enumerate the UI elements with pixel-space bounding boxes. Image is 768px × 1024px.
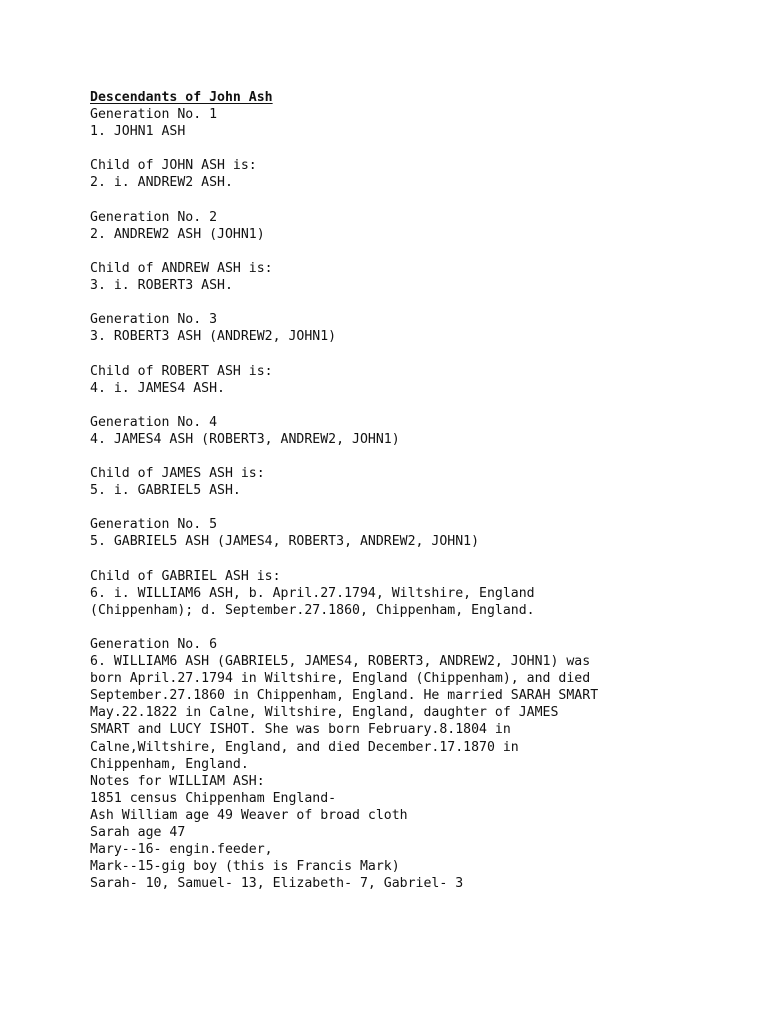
text-line: Generation No. 5 — [90, 517, 218, 533]
text-line: born April.27.1794 in Wiltshire, England (Chippenham), and died — [90, 671, 591, 687]
text-line: 1851 census Chippenham England- — [90, 790, 337, 806]
blank-line — [90, 448, 730, 465]
blank-line — [90, 294, 730, 311]
blank-line — [90, 192, 730, 209]
text-line: Generation No. 1 — [90, 107, 218, 123]
blank-line — [90, 499, 730, 516]
text-line: 6. WILLIAM6 ASH (GABRIEL5, JAMES4, ROBERT3, ANDREW2, JOHN1) was — [90, 654, 591, 670]
text-line: Notes for WILLIAM ASH: — [90, 773, 265, 789]
text-line: Mark--15-gig boy (this is Francis Mark) — [90, 859, 400, 875]
text-line: Chippenham, England. — [90, 756, 249, 772]
blank-line — [90, 397, 730, 414]
text-line: Generation No. 3 — [90, 312, 218, 328]
text-line: Child of JOHN ASH is: — [90, 158, 257, 174]
text-line: Ash William age 49 Weaver of broad cloth — [90, 807, 408, 823]
text-line: Calne,Wiltshire, England, and died December.17.1870 in — [90, 739, 519, 755]
text-line: Sarah- 10, Samuel- 13, Elizabeth- 7, Gabriel- 3 — [90, 876, 464, 892]
blank-line — [90, 140, 730, 157]
document-page — [90, 89, 730, 892]
blank-line — [90, 243, 730, 260]
text-line: May.22.1822 in Calne, Wiltshire, England, daughter of JAMES — [90, 705, 559, 721]
text-line: Generation No. 6 — [90, 637, 218, 652]
document-body — [90, 106, 730, 892]
text-line: Child of JAMES ASH is: — [90, 466, 265, 482]
text-line: Child of ROBERT ASH is: — [90, 363, 273, 379]
text-line: Generation No. 4 — [90, 414, 218, 430]
text-line: 3. ROBERT3 ASH (ANDREW2, JOHN1) — [90, 329, 337, 345]
text-line: 5. i. GABRIEL5 ASH. — [90, 483, 241, 499]
text-line: Child of GABRIEL ASH is: — [90, 568, 281, 584]
text-line: September.27.1860 in Chippenham, England. He married SARAH SMART — [90, 688, 599, 704]
text-line: Generation No. 2 — [90, 209, 218, 225]
blank-line — [90, 551, 730, 568]
text-line: 1. JOHN1 ASH — [90, 124, 186, 140]
text-line: 2. i. ANDREW2 ASH. — [90, 175, 233, 191]
text-line: 4. JAMES4 ASH (ROBERT3, ANDREW2, JOHN1) — [90, 431, 400, 447]
blank-line — [90, 345, 730, 362]
blank-line — [90, 619, 730, 636]
text-line: Mary--16- engin.feeder, — [90, 842, 273, 858]
text-line: 3. i. ROBERT3 ASH. — [90, 278, 233, 294]
text-line: (Chippenham); d. September.27.1860, Chippenham, England. — [90, 602, 535, 618]
text-line: SMART and LUCY ISHOT. She was born February.8.1804 in — [90, 722, 511, 738]
text-line: 5. GABRIEL5 ASH (JAMES4, ROBERT3, ANDREW2, JOHN1) — [90, 534, 480, 550]
text-line: 6. i. WILLIAM6 ASH, b. April.27.1794, Wiltshire, England — [90, 585, 535, 601]
text-line: Child of ANDREW ASH is: — [90, 260, 273, 276]
text-line: Sarah age 47 — [90, 825, 186, 841]
text-line: 2. ANDREW2 ASH (JOHN1) — [90, 226, 265, 242]
document-title: Descendants of John Ash — [90, 90, 273, 105]
text-line: 4. i. JAMES4 ASH. — [90, 380, 225, 396]
